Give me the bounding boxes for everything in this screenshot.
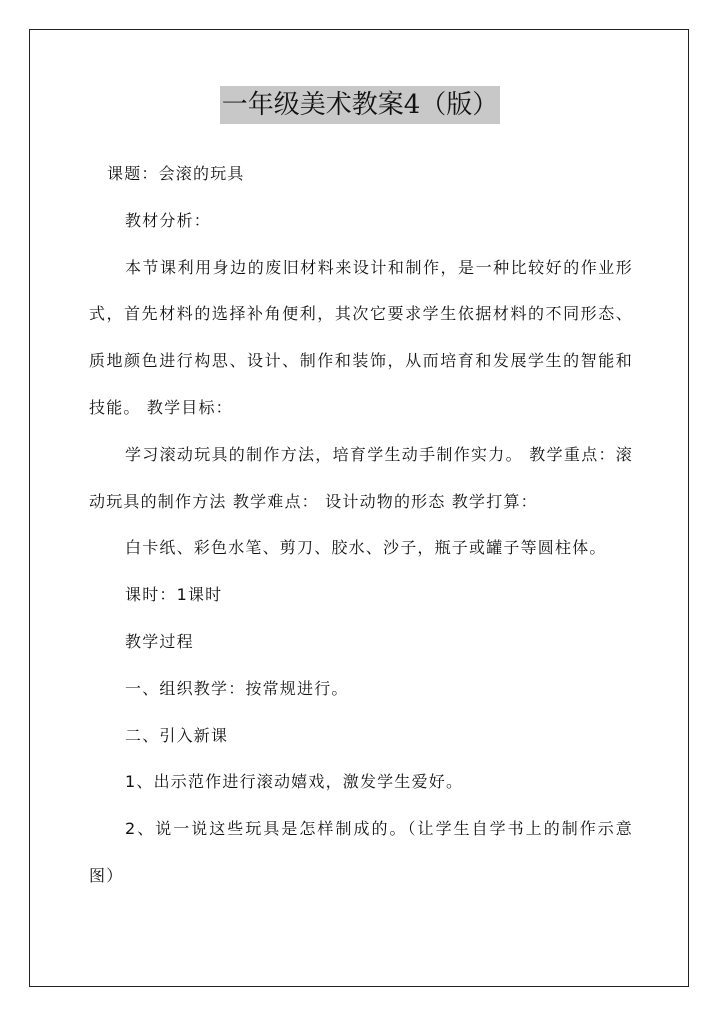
lesson-topic: 课题：会滚的玩具 — [107, 164, 245, 183]
process-heading: 教学过程 — [125, 631, 194, 651]
document-body — [89, 151, 633, 900]
step-introduce: 二、引入新课 — [125, 725, 229, 745]
materials-list: 白卡纸、彩色水笔、剪刀、胶水、沙子，瓶子或罐子等圆柱体。 — [125, 538, 607, 558]
step-organize: 一、组织教学：按常规进行。 — [125, 678, 349, 698]
step-demo: 1、出示范作进行滚动嬉戏，激发学生爱好。 — [125, 772, 464, 792]
document-title: 一年级美术教案4（版） — [220, 86, 501, 124]
material-analysis-heading: 教材分析： — [125, 210, 212, 230]
title-container — [0, 86, 720, 124]
material-analysis-paragraph: 本节课利用身边的废旧材料来设计和制作，是一种比较好的作业形式，首先材料的选择补角便利，其次它要求学生依据材料的不同形态、质地颜色进行构思、设计、制作和装饰，从而培育和发展学生的智能和技能。 教学目标： — [89, 257, 633, 417]
class-hours: 课时：1课时 — [125, 585, 223, 605]
objectives-paragraph: 学习滚动玩具的制作方法，培育学生动手制作实力。 教学重点：滚动玩具的制作方法 教学难点： 设计动物的形态 教学打算： — [89, 444, 633, 511]
step-discuss: 2、说一说这些玩具是怎样制成的。（让学生自学书上的制作示意图） — [89, 819, 633, 885]
